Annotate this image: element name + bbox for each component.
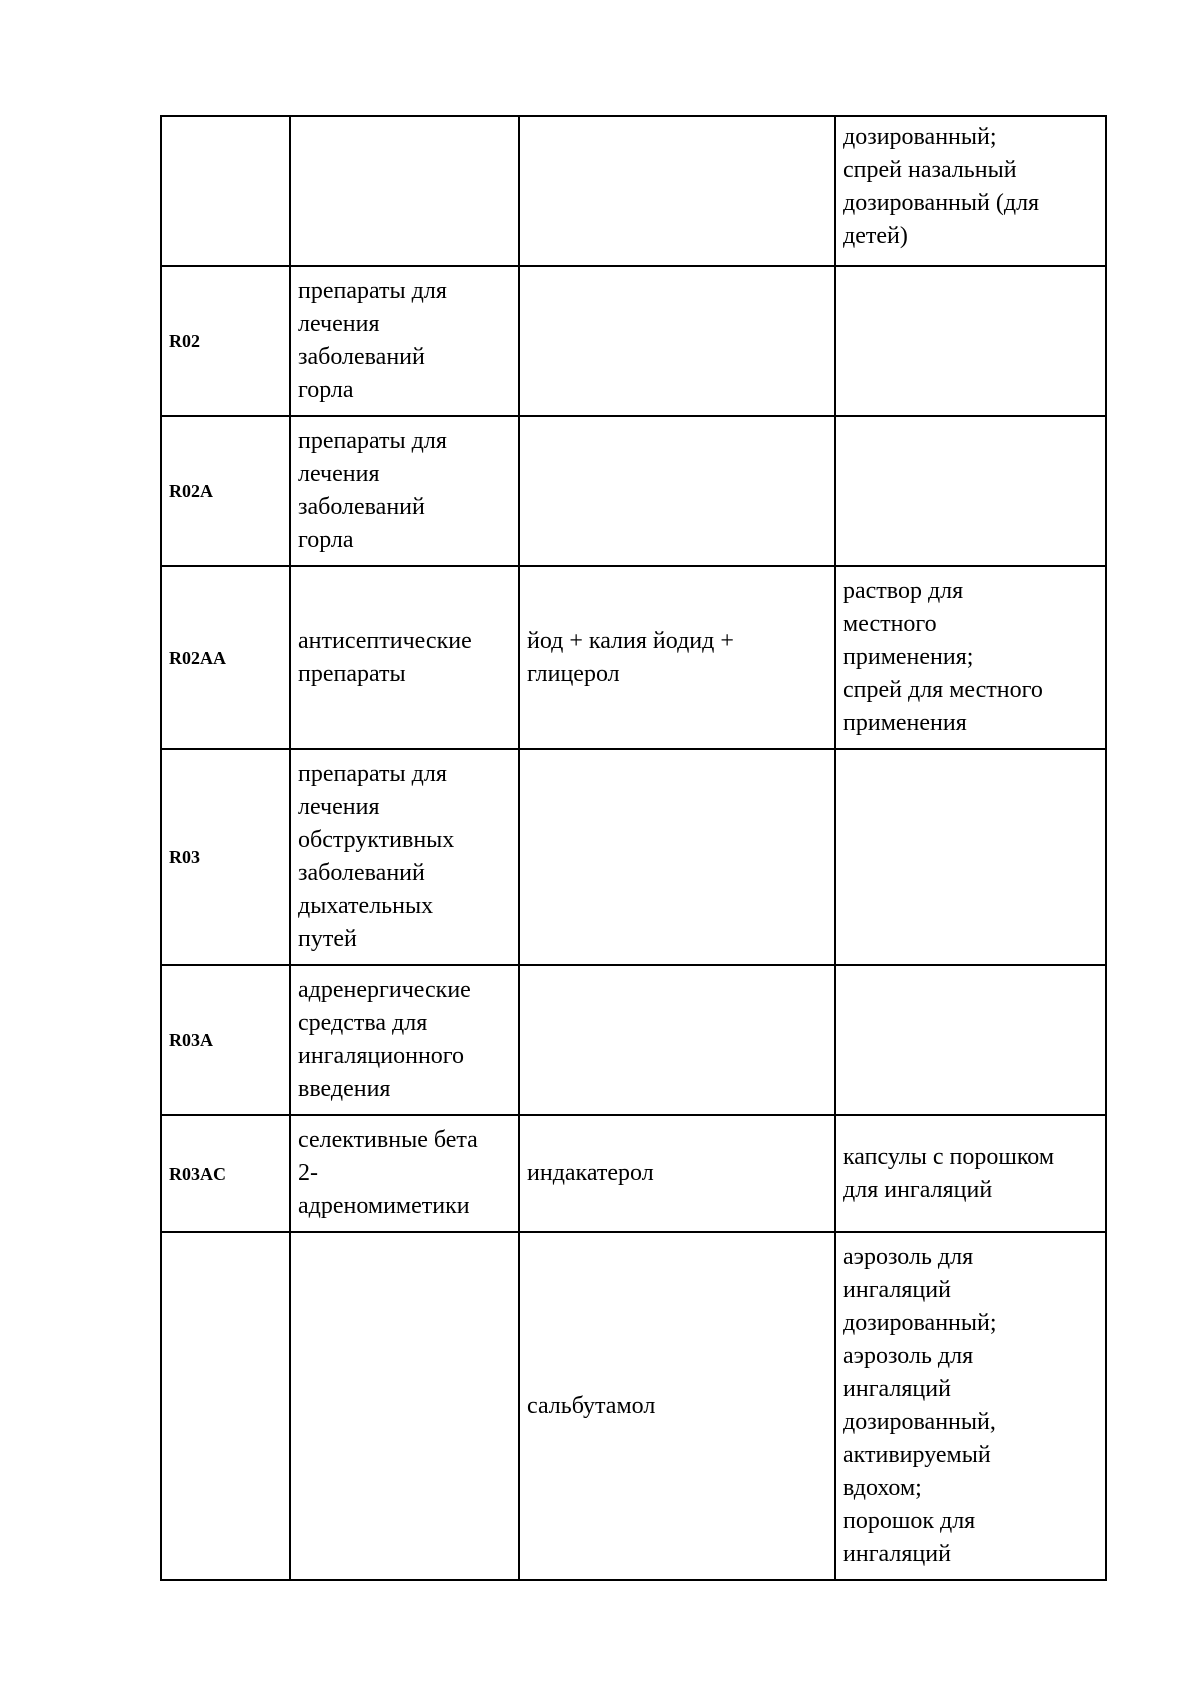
- substance-cell: [519, 266, 835, 416]
- table-row: [161, 416, 1106, 566]
- substance-cell: йод + калия йодид + глицерол: [519, 566, 835, 749]
- table-row: [161, 965, 1106, 1115]
- drug-classification-table: [160, 115, 1107, 1581]
- group-cell: [290, 1232, 519, 1580]
- substance-cell: сальбутамол: [519, 1232, 835, 1580]
- table-row: [161, 566, 1106, 749]
- table-row: [161, 116, 1106, 266]
- atc-code-cell: R02A: [161, 416, 290, 566]
- table-row: [161, 1115, 1106, 1232]
- group-cell: селективные бета 2- адреномиметики: [290, 1115, 519, 1232]
- dosage-form-cell: дозированный; спрей назальный дозированный (для детей): [835, 116, 1106, 266]
- atc-code-cell: R02AA: [161, 566, 290, 749]
- atc-code-cell: [161, 116, 290, 266]
- table-row: [161, 749, 1106, 965]
- substance-cell: [519, 116, 835, 266]
- atc-code-cell: R03A: [161, 965, 290, 1115]
- atc-code-cell: R03: [161, 749, 290, 965]
- group-cell: препараты для лечения заболеваний горла: [290, 416, 519, 566]
- table-row: [161, 1232, 1106, 1580]
- group-cell: препараты для лечения заболеваний горла: [290, 266, 519, 416]
- atc-code-cell: [161, 1232, 290, 1580]
- dosage-form-cell: аэрозоль для ингаляций дозированный; аэрозоль для ингаляций дозированный, активируемый вдохом; порошок для ингаляций: [835, 1232, 1106, 1580]
- substance-cell: индакатерол: [519, 1115, 835, 1232]
- dosage-form-cell: капсулы с порошком для ингаляций: [835, 1115, 1106, 1232]
- atc-code-cell: R03AC: [161, 1115, 290, 1232]
- group-cell: адренергические средства для ингаляционного введения: [290, 965, 519, 1115]
- substance-cell: [519, 416, 835, 566]
- dosage-form-cell: [835, 266, 1106, 416]
- atc-code-cell: R02: [161, 266, 290, 416]
- group-cell: антисептические препараты: [290, 566, 519, 749]
- group-cell: [290, 116, 519, 266]
- table-row: [161, 266, 1106, 416]
- substance-cell: [519, 965, 835, 1115]
- dosage-form-cell: [835, 749, 1106, 965]
- dosage-form-cell: [835, 965, 1106, 1115]
- substance-cell: [519, 749, 835, 965]
- dosage-form-cell: раствор для местного применения; спрей для местного применения: [835, 566, 1106, 749]
- group-cell: препараты для лечения обструктивных заболеваний дыхательных путей: [290, 749, 519, 965]
- dosage-form-cell: [835, 416, 1106, 566]
